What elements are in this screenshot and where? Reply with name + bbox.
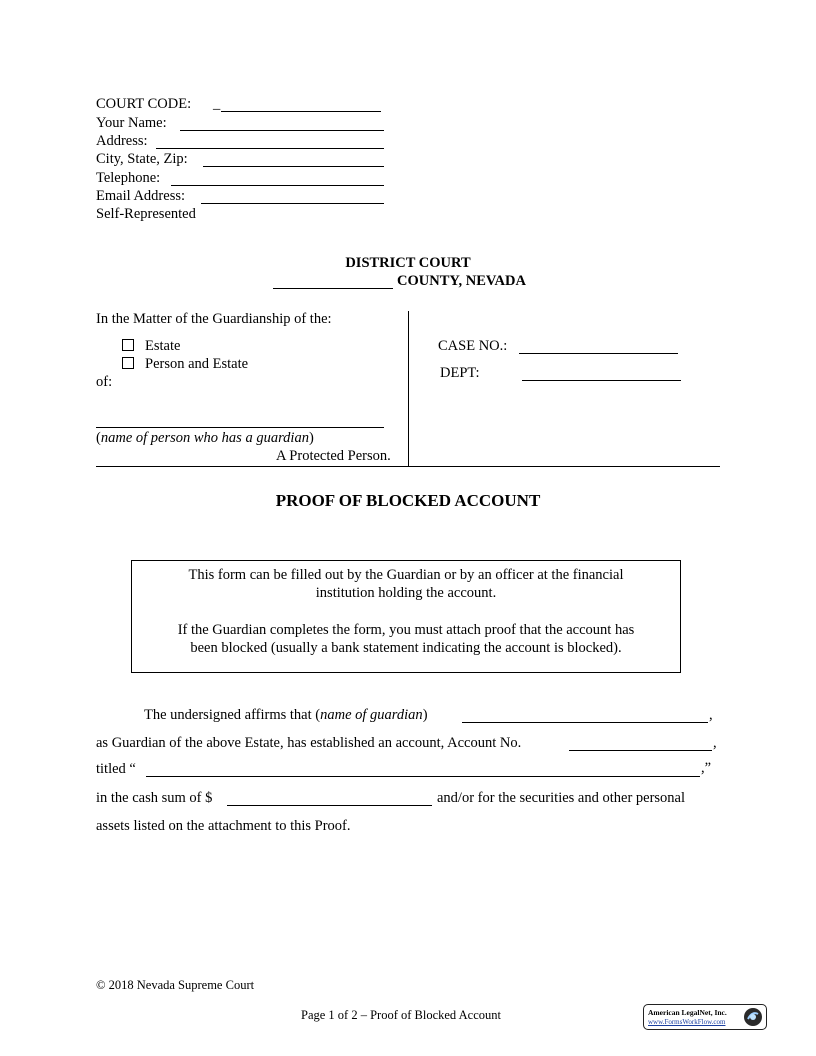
court-code-label: COURT CODE: [96,96,192,112]
person-estate-option-label: Person and Estate [145,356,249,372]
guardian-name-hint: name of guardian [320,707,423,723]
logo-company: American LegalNet, Inc. [648,1008,727,1017]
city-state-zip-field[interactable] [203,166,384,167]
notice-p1-line2: institution holding the account. [315,585,497,601]
case-no-label: CASE NO.: [438,338,508,354]
email-label: Email Address: [96,188,186,204]
american-legalnet-logo[interactable] [643,1004,767,1030]
case-no-field[interactable] [519,353,678,354]
assets-text: assets listed on the attachment to this Proof. [96,818,351,834]
county-label: COUNTY, NEVADA [397,273,526,289]
dept-field[interactable] [522,380,681,381]
county-field[interactable] [273,288,393,289]
notice-p2-line2: been blocked (usually a bank statement indicating the account is blocked). [190,640,622,656]
telephone-label: Telephone: [96,170,161,186]
name-hint-close-paren: ) [308,430,314,446]
estate-option-label: Estate [145,338,181,354]
your-name-label: Your Name: [96,115,167,131]
your-name-field[interactable] [180,130,384,131]
logo-url[interactable]: www.FormsWorkFlow.com [648,1018,726,1026]
securities-text: and/or for the securities and other personal [437,790,686,806]
protected-person-label: A Protected Person. [276,448,391,464]
caption-divider [408,311,409,467]
guardian-name-field[interactable] [462,722,708,723]
person-estate-checkbox[interactable] [122,357,134,369]
caption-bottom-rule [96,466,720,467]
affirm-line [144,707,428,724]
titled-label: titled “ [96,761,136,777]
city-state-zip-label: City, State, Zip: [96,151,188,167]
copyright: © 2018 Nevada Supreme Court [96,978,255,992]
account-comma: , [713,735,717,751]
affirm-close-paren: ) [422,707,428,723]
court-name: DISTRICT COURT [345,255,471,271]
address-field[interactable] [156,148,384,149]
globe-icon [743,1007,763,1027]
email-field[interactable] [201,203,384,204]
matter-label: In the Matter of the Guardianship of the: [96,311,332,327]
cash-sum-field[interactable] [227,805,432,806]
account-number-field[interactable] [569,750,712,751]
page-footer: Page 1 of 2 – Proof of Blocked Account [301,1008,501,1022]
affirm-comma: , [709,707,713,723]
affirm-text: The undersigned affirms that ( [144,707,321,723]
person-estate-option[interactable] [122,356,248,373]
of-label: of: [96,374,113,390]
telephone-field[interactable] [171,185,384,186]
account-line-text: as Guardian of the above Estate, has established an account, Account No. [96,735,522,751]
address-label: Address: [96,133,148,149]
court-code-field[interactable] [221,111,381,112]
court-code-underscore: _ [213,96,221,112]
notice-p1-line1: This form can be filled out by the Guardian or by an officer at the financial [188,567,624,583]
name-hint-open-paren: ( [96,430,101,446]
name-hint [96,430,314,447]
cash-sum-label: in the cash sum of $ [96,790,213,806]
titled-close-quote: ,” [701,760,712,776]
name-hint-text: name of person who has a guardian [100,430,309,446]
account-title-field[interactable] [146,776,700,777]
estate-checkbox[interactable] [122,339,134,351]
page-title: PROOF OF BLOCKED ACCOUNT [275,491,541,510]
estate-option[interactable] [122,338,180,355]
protected-person-name-field[interactable] [96,427,384,428]
instructions-box [131,560,681,673]
self-represented-label: Self-Represented [96,206,196,222]
dept-label: DEPT: [440,365,480,381]
notice-p2-line1: If the Guardian completes the form, you must attach proof that the account has [177,622,635,638]
